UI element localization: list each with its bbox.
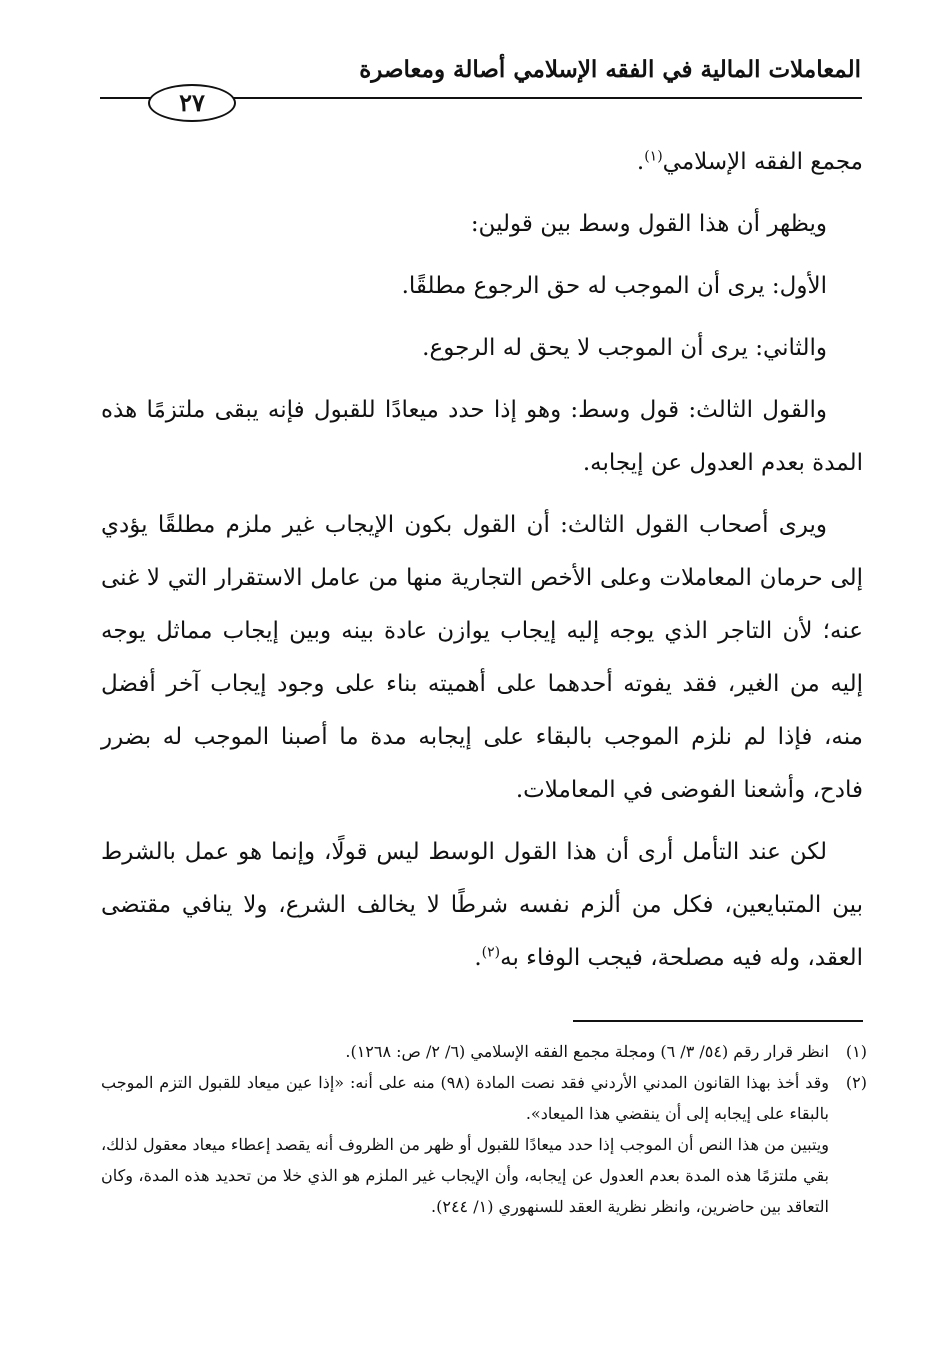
- footnote-2-number: (٢): [845, 1073, 867, 1092]
- footnote-ref-1: (١): [644, 148, 663, 165]
- running-title: المعاملات المالية في الفقه الإسلامي أصالة ومعاصرة: [359, 56, 861, 83]
- footnote-ref-2: (٢): [481, 944, 501, 961]
- paragraph-1: [101, 136, 863, 189]
- paragraph-7-text: لكن عند التأمل أرى أن هذا القول الوسط ليس قولًا، وإنما هو عمل بالشرط بين المتبايعين، فكل من ألزم نفسه شرطًا لا يخالف الشرع، ولا ينافي مقتضى العقد، وله فيه مصلحة، فيجب الوفاء به: [101, 839, 863, 971]
- footnote-1: [101, 1036, 867, 1067]
- main-text: [101, 136, 863, 994]
- paragraph-1-text: مجمع الفقه الإسلامي: [662, 149, 863, 175]
- paragraph-4: والثاني: يرى أن الموجب لا يحق له الرجوع.: [422, 335, 827, 361]
- paragraph-6: ويرى أصحاب القول الثالث: أن القول بكون الإيجاب غير ملزم مطلقًا يؤدي إلى حرمان المعاملات وعلى الأخص التجارية منها من عامل الاستقرار التي لا غنى عنه؛ لأن التاجر الذي يوجه إليه إيجاب يوازن عادة بينه وبين إيجاب مماثل يوجه إليه من الغير، فقد يفوته أحدهما على أهميته بناء على وجود إيجاب آخر أفضل منه، فإذا لم نلزم الموجب بالبقاء على إيجابه مدة ما أصبنا الموجب له بضرر فادح، وأشعنا الفوضى في المعاملات.: [101, 512, 863, 803]
- footnote-2-continuation: ويتبين من هذا النص أن الموجب إذا حدد ميعادًا للقبول أو ظهر من الظروف أنه يقصد إعطاء ميعاد معقول لذلك، بقي ملتزمًا هذه المدة بعدم العدول عن إيجابه، وأن الإيجاب غير الملزم هو الذي خلا من تحديد هذه المدة، وكان التعاقد بين حاضرين، وانظر نظرية العقد للسنهوري (١/ ٢٤٤).: [101, 1135, 830, 1216]
- footnote-2: [101, 1067, 867, 1129]
- footnote-separator: [573, 1020, 863, 1022]
- page-number: ٢٧: [148, 84, 236, 122]
- footnote-1-text: انظر قرار رقم (٥٤/ ٣/ ٦) ومجلة مجمع الفقه الإسلامي (٦/ ٢/ ص: ١٢٦٨).: [345, 1042, 829, 1061]
- footnotes: [101, 1036, 867, 1222]
- paragraph-7-end: .: [474, 945, 482, 971]
- footnote-1-number: (١): [845, 1042, 867, 1061]
- paragraph-2: ويظهر أن هذا القول وسط بين قولين:: [470, 211, 827, 237]
- paragraph-3: الأول: يرى أن الموجب له حق الرجوع مطلقًا.: [401, 273, 827, 299]
- paragraph-1-end: .: [636, 149, 645, 175]
- paragraph-7: [101, 826, 863, 985]
- paragraph-5: والقول الثالث: قول وسط: وهو إذا حدد ميعادًا للقبول فإنه يبقى ملتزمًا هذه المدة بعدم العدول عن إيجابه.: [101, 397, 863, 476]
- footnote-2-text: وقد أخذ بهذا القانون المدني الأردني فقد نصت المادة (٩٨) منه على أنه: «إذا عين ميعاد للقبول التزم الموجب بالبقاء على إيجابه إلى أن ينقضي هذا الميعاد».: [101, 1073, 829, 1123]
